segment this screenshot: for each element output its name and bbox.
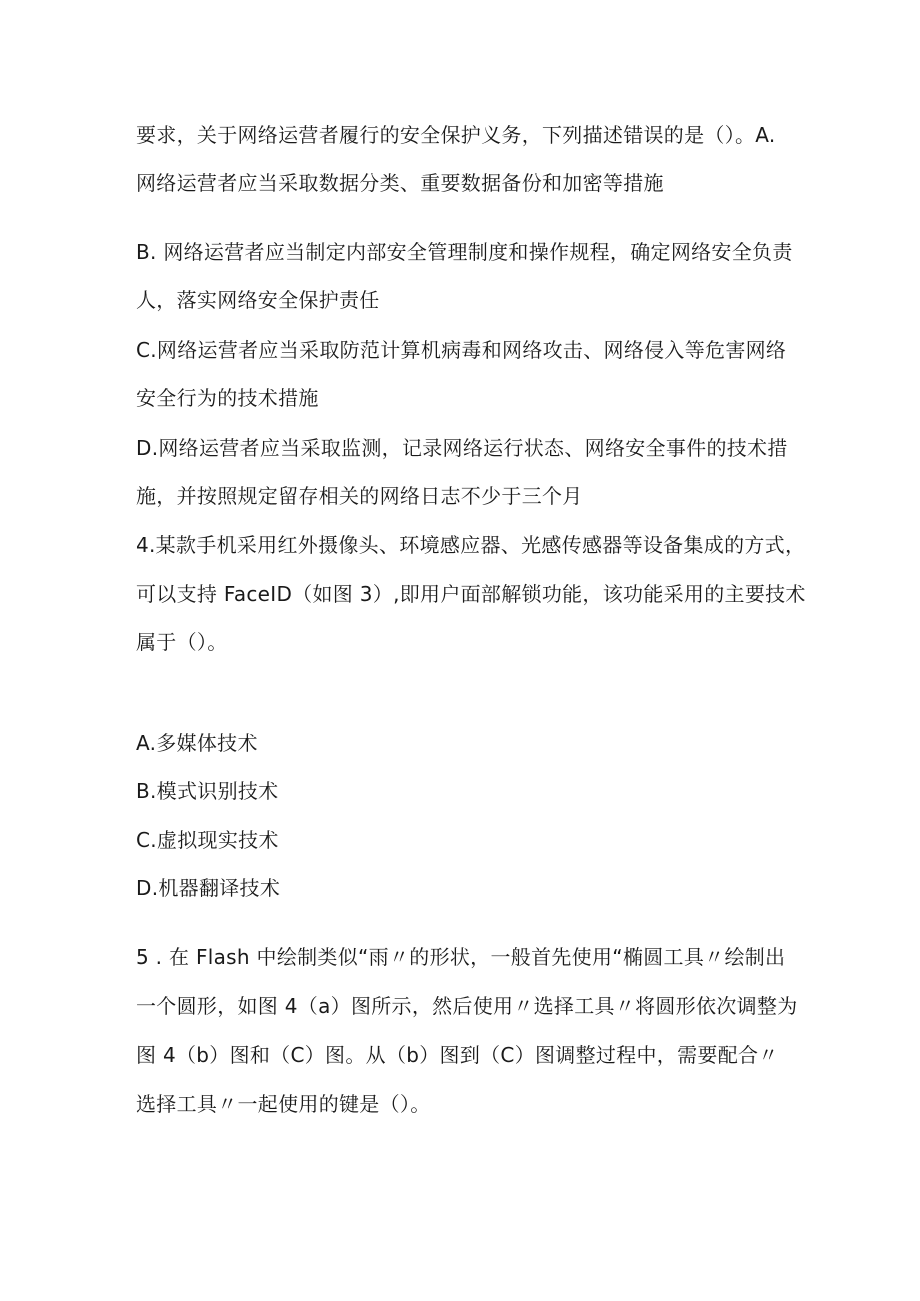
- q5-stem-line-1: 5 . 在 Flash 中绘制类似“雨〃的形状，一般首先使用“椭圆工具〃绘制出: [136, 945, 786, 969]
- q3-option-d-line-2: 施，并按照规定留存相关的网络日志不少于三个月: [136, 484, 583, 508]
- q4-option-d: D.机器翻译技术: [136, 876, 281, 900]
- q4-stem-line-2: 可以支持 FaceID（如图 3）,即用户面部解锁功能，该功能采用的主要技术: [136, 582, 806, 606]
- q5-stem-line-3: 图 4（b）图和（C）图。从（b）图到（C）图调整过程中，需要配合〃: [136, 1043, 779, 1067]
- q3-option-d-line-1: D.网络运营者应当采取监测，记录网络运行状态、网络安全事件的技术措: [136, 436, 788, 460]
- q3-option-c-line-2: 安全行为的技术措施: [136, 386, 319, 410]
- q3-stem-line-1: 要求，关于网络运营者履行的安全保护义务，下列描述错误的是（）。A.: [136, 123, 776, 147]
- q3-option-b-line-2: 人，落实网络安全保护责任: [136, 288, 380, 312]
- q3-option-b-line-1: B. 网络运营者应当制定内部安全管理制度和操作规程，确定网络安全负责: [136, 240, 793, 264]
- q5-stem-line-2: 一个圆形，如图 4（a）图所示，然后使用〃选择工具〃将圆形依次调整为: [136, 994, 798, 1018]
- q4-option-c: C.虚拟现实技术: [136, 828, 279, 852]
- q4-option-b: B.模式识别技术: [136, 779, 279, 803]
- q4-stem-line-1: 4.某款手机采用红外摄像头、环境感应器、光感传感器等设备集成的方式，: [136, 533, 806, 557]
- q5-stem-line-4: 选择工具〃一起使用的键是（）。: [136, 1092, 431, 1116]
- q4-stem-line-3: 属于（）。: [136, 630, 228, 654]
- q3-option-c-line-1: C.网络运营者应当采取防范计算机病毒和网络攻击、网络侵入等危害网络: [136, 338, 787, 362]
- q3-stem-line-2: 网络运营者应当采取数据分类、重要数据备份和加密等措施: [136, 171, 664, 195]
- q4-option-a: A.多媒体技术: [136, 731, 258, 755]
